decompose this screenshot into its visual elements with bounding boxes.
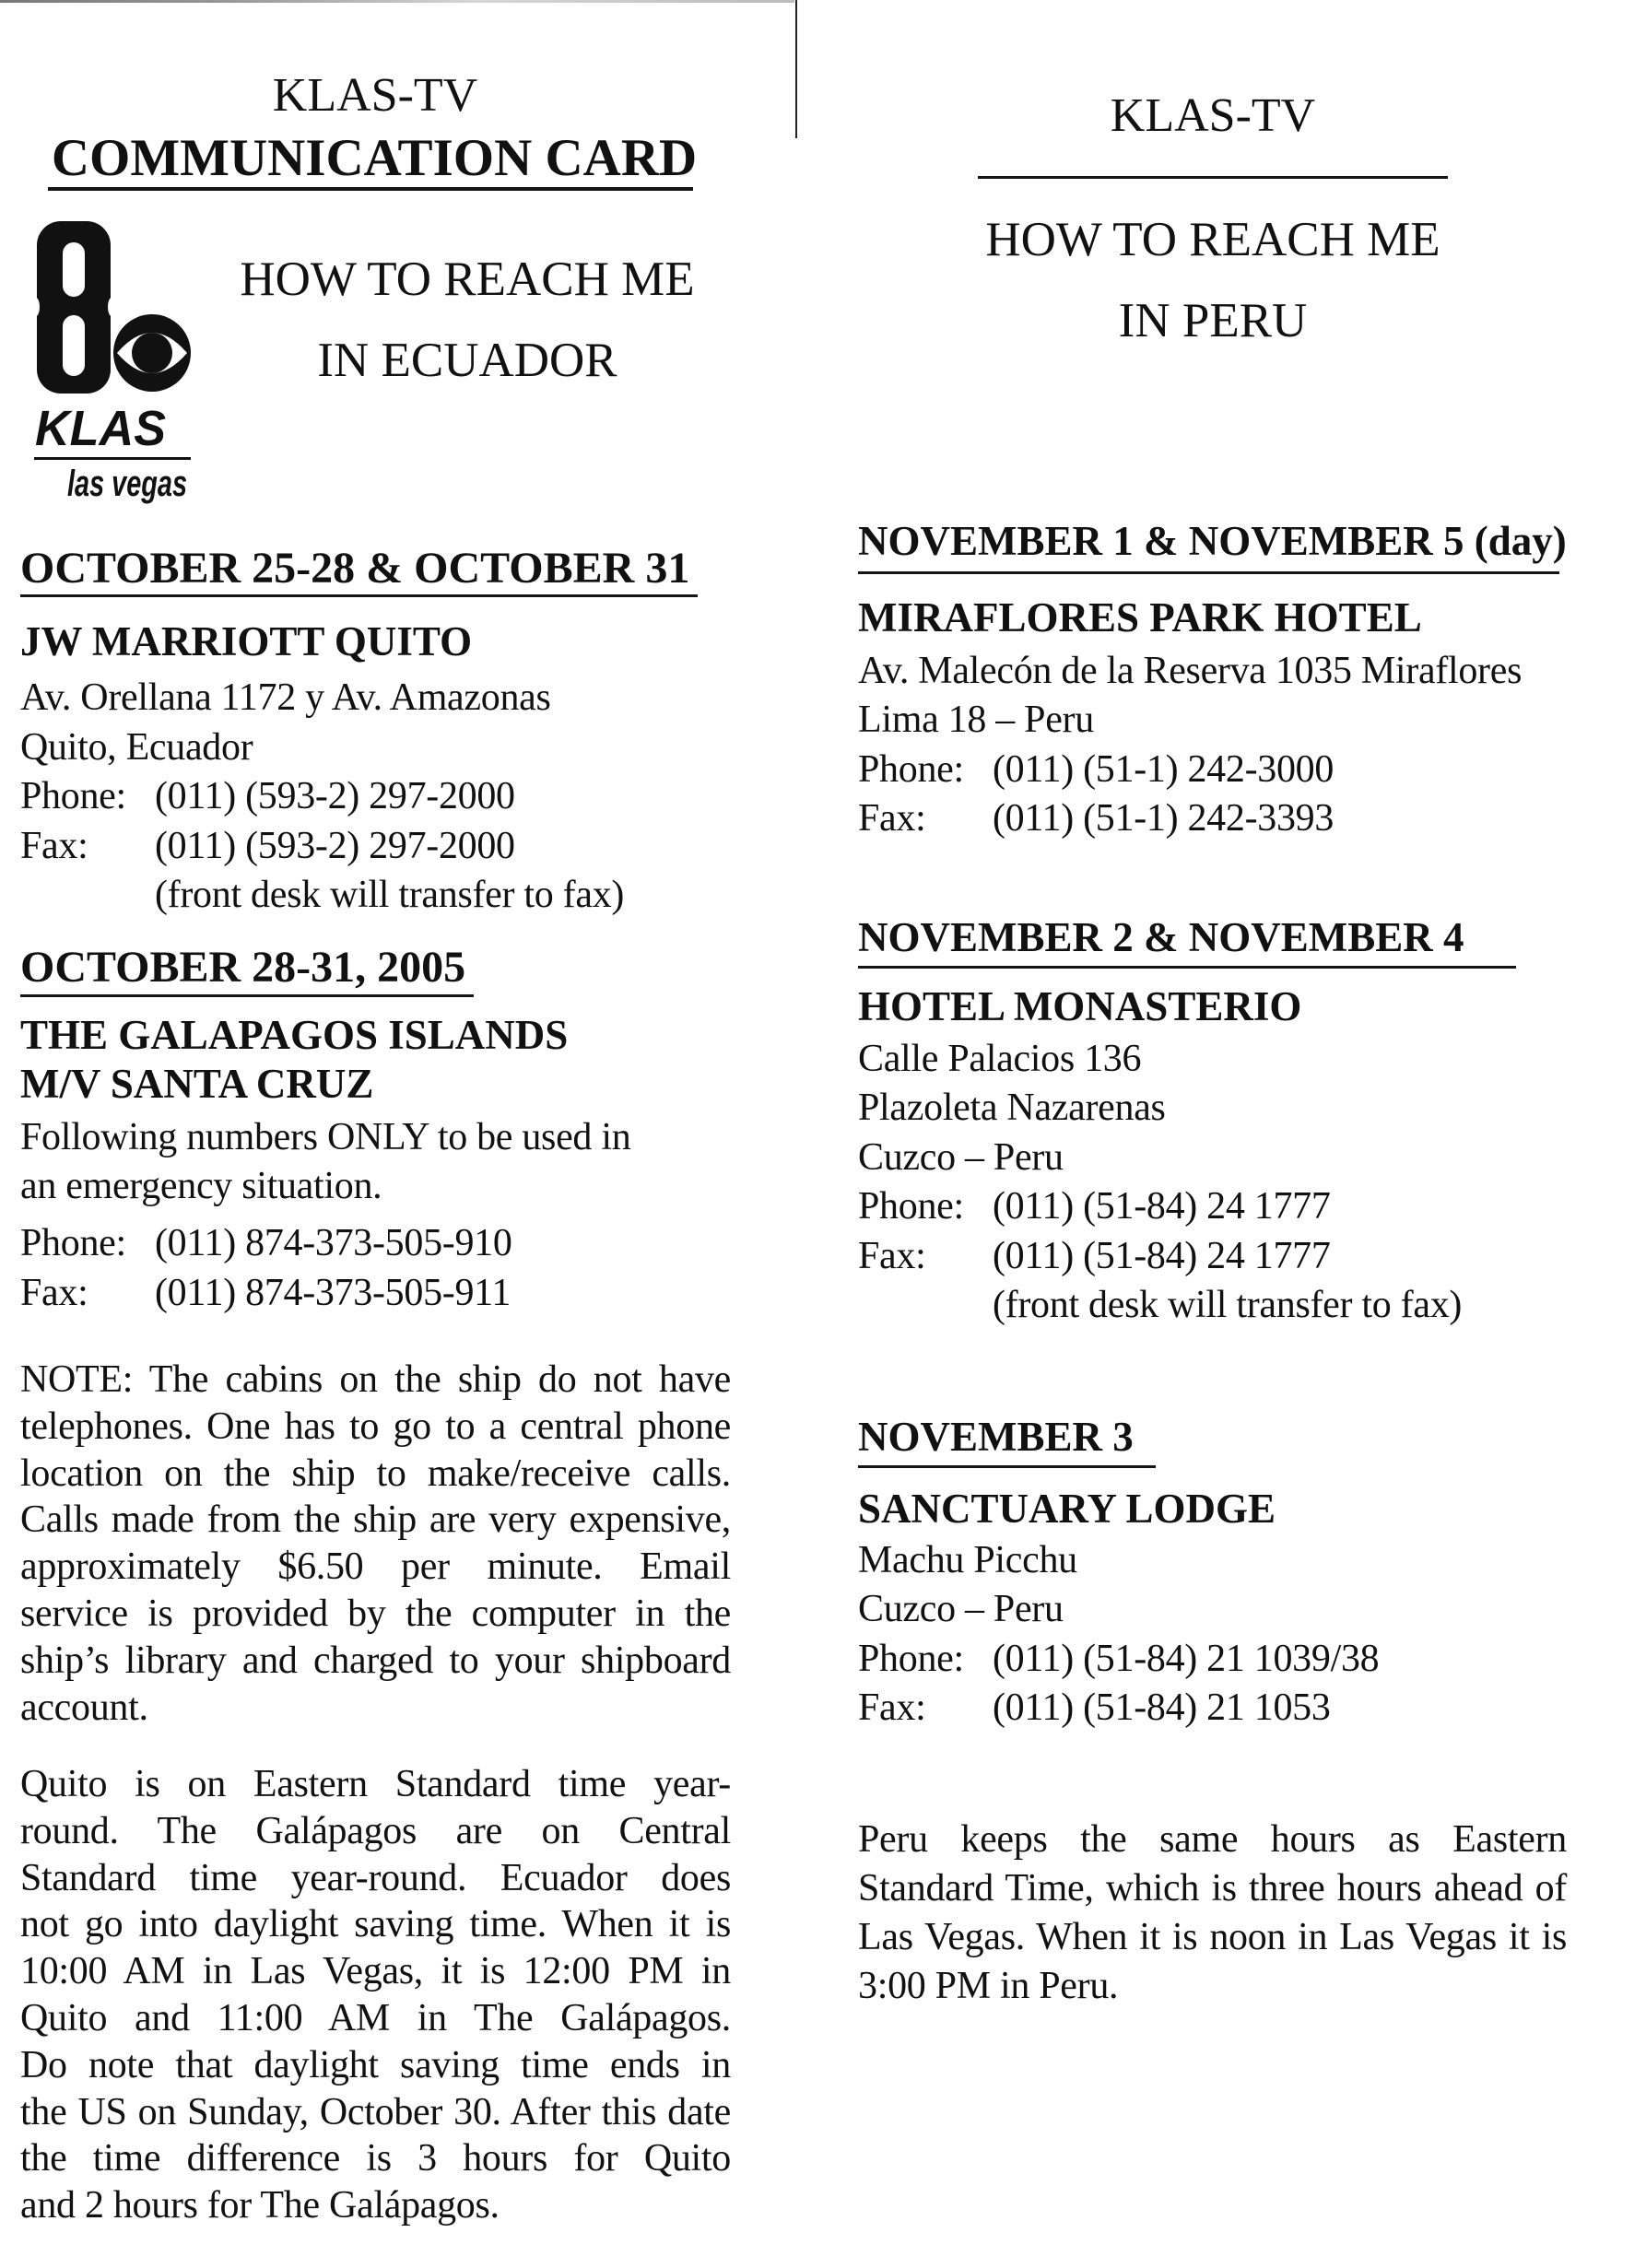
section-dates-underline <box>858 571 1559 574</box>
paragraph-line: not go into daylight saving time. When it is <box>20 1903 731 1946</box>
section-dates-underline <box>20 994 474 997</box>
address-line: Av. Malecón de la Reserva 1035 Miraflores <box>858 650 1523 692</box>
hotel-details <box>20 674 624 921</box>
hotel-name: JW MARRIOTT QUITO <box>20 618 473 664</box>
address-line: Quito, Ecuador <box>20 725 253 769</box>
fax-row <box>858 794 1522 843</box>
section-dates: NOVEMBER 2 & NOVEMBER 4 <box>858 914 1464 960</box>
address-line: Lima 18 – Peru <box>858 699 1094 742</box>
section-dates-underline <box>858 1465 1156 1468</box>
paragraph-line: Quito is on Eastern Standard time year- <box>20 1763 731 1805</box>
paragraph-line: 10:00 AM in Las Vegas, it is 12:00 PM in <box>20 1950 731 1993</box>
paragraph-line: Standard Time, which is three hours ahead of <box>858 1867 1567 1910</box>
paragraph-line: service is provided by the computer in the <box>20 1592 731 1635</box>
peru-time-paragraph <box>858 1816 1567 2011</box>
heading-country: IN ECUADOR <box>317 334 617 387</box>
section-dates: NOVEMBER 1 & NOVEMBER 5 (day) <box>858 518 1567 564</box>
paragraph-line: approximately $6.50 per minute. Email <box>20 1545 731 1589</box>
phone-number: (011) (593-2) 297-2000 <box>155 775 515 817</box>
fax-row <box>858 1232 1462 1281</box>
hotel-name: SANCTUARY LODGE <box>858 1486 1276 1532</box>
card-title: COMMUNICATION CARD <box>51 129 698 187</box>
address-line: Machu Picchu <box>858 1539 1077 1581</box>
phone-row <box>858 746 1522 794</box>
address-line: Av. Orellana 1172 y Av. Amazonas <box>20 676 551 719</box>
fax-number: (011) (51-84) 21 1053 <box>993 1686 1331 1729</box>
logo-city: las vegas <box>67 464 187 504</box>
fax-label: Fax: <box>858 1234 926 1277</box>
phone-number: (011) (51-1) 242-3000 <box>993 747 1334 791</box>
paragraph-line: account. <box>20 1686 148 1729</box>
paragraph-line: Do note that daylight saving time ends in <box>20 2043 731 2086</box>
phone-number: (011) (51-84) 21 1039/38 <box>993 1637 1380 1680</box>
hotel-details <box>858 1536 1379 1733</box>
card-fold-divider <box>795 0 797 138</box>
hotel-details <box>858 1035 1462 1330</box>
notice-line: Following numbers ONLY to be used in <box>20 1116 631 1158</box>
phone-number: (011) (51-84) 24 1777 <box>993 1185 1331 1228</box>
fax-label: Fax: <box>858 796 926 840</box>
ship-note-paragraph <box>20 1357 731 1731</box>
station-name: KLAS-TV <box>1110 89 1316 142</box>
header-rule <box>978 176 1448 179</box>
paragraph-line: the US on Sunday, October 30. After this date <box>20 2090 731 2133</box>
paragraph-line: NOTE: The cabins on the ship do not have <box>20 1358 731 1401</box>
address-line: Plazoleta Nazarenas <box>858 1087 1166 1130</box>
phone-row <box>20 772 624 822</box>
address-line: Cuzco – Peru <box>858 1135 1064 1179</box>
hotel-name: MIRAFLORES PARK HOTEL <box>858 594 1422 640</box>
ecuador-time-paragraph <box>20 1761 731 2229</box>
hotel-name: THE GALAPAGOS ISLANDS <box>20 1012 569 1058</box>
section-dates: OCTOBER 25-28 & OCTOBER 31 <box>20 544 690 593</box>
section-dates-underline <box>858 966 1516 969</box>
fax-note: (front desk will transfer to fax) <box>993 1284 1463 1327</box>
channel-8-icon <box>32 221 115 394</box>
emergency-notice <box>20 1113 630 1211</box>
ship-contacts <box>20 1218 512 1318</box>
fax-row <box>20 1268 512 1318</box>
paragraph-line: telephones. One has to go to a central phone <box>20 1404 731 1448</box>
paragraph-line: round. The Galápagos are on Central <box>20 1809 731 1852</box>
fax-label: Fax: <box>858 1686 926 1729</box>
card-title-underline <box>48 187 693 191</box>
fax-label: Fax: <box>20 1272 88 1314</box>
fax-label: Fax: <box>20 824 88 867</box>
paragraph-line: 3:00 PM in Peru. <box>858 1965 1119 2007</box>
logo-rule <box>34 457 191 460</box>
paragraph-line: Calls made from the ship are very expensive, <box>20 1498 731 1542</box>
paragraph-line: Las Vegas. When it is noon in Las Vegas it is <box>858 1916 1567 1958</box>
phone-label: Phone: <box>858 747 964 791</box>
heading-how-to-reach: HOW TO REACH ME <box>240 253 695 306</box>
notice-line: an emergency situation. <box>20 1165 382 1207</box>
phone-row <box>20 1218 512 1268</box>
phone-label: Phone: <box>858 1637 964 1680</box>
fax-number: (011) (51-1) 242-3393 <box>993 796 1334 840</box>
phone-label: Phone: <box>858 1185 964 1228</box>
ship-name: M/V SANTA CRUZ <box>20 1061 374 1107</box>
phone-row <box>858 1635 1379 1684</box>
section-dates-underline <box>20 594 698 597</box>
paragraph-line: Peru keeps the same hours as Eastern <box>858 1818 1567 1861</box>
heading-how-to-reach: HOW TO REACH ME <box>985 213 1440 266</box>
hotel-details <box>858 647 1522 843</box>
section-dates: NOVEMBER 3 <box>858 1414 1134 1460</box>
fax-row <box>20 822 624 872</box>
paragraph-line: location on the ship to make/receive calls. <box>20 1451 731 1495</box>
fax-row <box>858 1684 1379 1733</box>
logo-call-letters: KLAS <box>35 401 166 456</box>
paragraph-line: the time difference is 3 hours for Quito <box>20 2137 731 2180</box>
paragraph-line: Quito and 11:00 AM in The Galápagos. <box>20 1996 731 2039</box>
address-line: Calle Palacios 136 <box>858 1038 1142 1080</box>
fax-number: (011) (51-84) 24 1777 <box>993 1234 1331 1277</box>
paragraph-line: and 2 hours for The Galápagos. <box>20 2184 500 2227</box>
address-line: Cuzco – Peru <box>858 1588 1064 1631</box>
fax-note: (front desk will transfer to fax) <box>155 874 625 916</box>
fax-number: (011) 874-373-505-911 <box>155 1272 511 1314</box>
phone-label: Phone: <box>20 1222 126 1264</box>
station-name: KLAS-TV <box>272 69 478 122</box>
hotel-name: HOTEL MONASTERIO <box>858 983 1302 1029</box>
phone-label: Phone: <box>20 775 126 817</box>
phone-number: (011) 874-373-505-910 <box>155 1222 512 1264</box>
heading-country: IN PERU <box>1118 294 1308 347</box>
phone-row <box>858 1182 1462 1231</box>
scan-top-edge <box>0 0 794 3</box>
fax-number: (011) (593-2) 297-2000 <box>155 824 515 867</box>
cbs-eye-icon <box>113 314 191 392</box>
paragraph-line: ship’s library and charged to your shipboard <box>20 1639 731 1682</box>
section-dates: OCTOBER 28-31, 2005 <box>20 943 466 992</box>
paragraph-line: Standard time year-round. Ecuador does <box>20 1856 731 1899</box>
